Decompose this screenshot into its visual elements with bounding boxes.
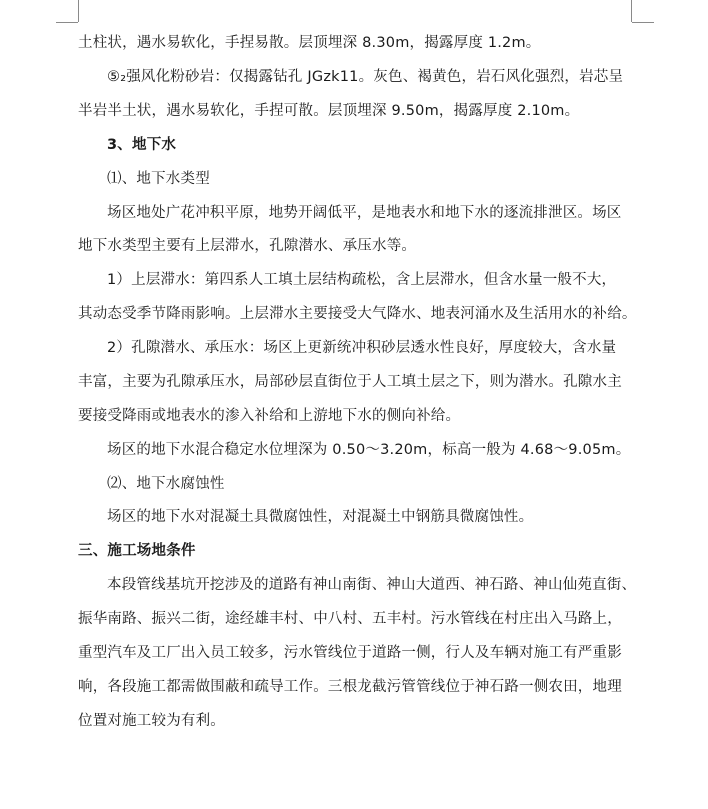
chapter-heading: 三、施工场地条件: [78, 543, 196, 559]
text-line: 位置对施工较为有利。: [78, 713, 225, 729]
text-line: 丰富，主要为孔隙承压水，局部砂层直街位于人工填土层之下，则为潜水。孔隙水主: [78, 374, 622, 390]
text-line: 场区的地下水对混凝土具微腐蚀性，对混凝土中钢筋具微腐蚀性。: [107, 509, 534, 525]
text-line: 场区地处广花冲积平原，地势开阔低平，是地表水和地下水的逐流排泄区。场区: [107, 205, 622, 221]
text-line: 其动态受季节降雨影响。上层滞水主要接受大气降水、地表河涌水及生活用水的补给。: [78, 306, 637, 322]
text-line: 场区的地下水混合稳定水位埋深为 0.50～3.20m，标高一般为 4.68～9.05m。: [107, 442, 631, 458]
text-line: 响，各段施工都需做围蔽和疏导工作。三根龙截污管管线位于神石路一侧农田，地理: [78, 679, 622, 695]
text-line: 本段管线基坑开挖涉及的道路有神山南街、神山大道西、神石路、神山仙苑直街、: [107, 577, 637, 593]
text-line: 2）孔隙潜水、承压水：场区上更新统冲积砂层透水性良好，厚度较大，含水量: [107, 340, 617, 356]
text-line: ⑤₂强风化粉砂岩：仅揭露钻孔 JGzk11。灰色、褐黄色，岩石风化强烈，岩芯呈: [107, 69, 624, 85]
crop-mark-top-left-horizontal: [56, 22, 78, 23]
text-line: 重型汽车及工厂出入员工较多，污水管线位于道路一侧，行人及车辆对施工有严重影: [78, 645, 622, 661]
text-line: 地下水类型主要有上层滞水，孔隙潜水、承压水等。: [78, 238, 417, 254]
text-line: 振华南路、振兴二街，途经雄丰村、中八村、五丰村。污水管线在村庄出入马路上，: [78, 611, 622, 627]
text-line: 土柱状，遇水易软化，手捏易散。层顶埋深 8.30m，揭露厚度 1.2m。: [78, 35, 541, 51]
subsection-heading: ⑵、地下水腐蚀性: [107, 476, 225, 492]
text-line: 要接受降雨或地表水的渗入补给和上游地下水的侧向补给。: [78, 408, 461, 424]
crop-mark-top-right-horizontal: [632, 22, 654, 23]
text-line: 1）上层滞水：第四系人工填土层结构疏松，含上层滞水，但含水量一般不大，: [107, 272, 617, 288]
section-heading: 3、地下水: [107, 137, 177, 153]
crop-mark-top-left-vertical: [78, 0, 79, 22]
crop-mark-top-right-vertical: [631, 0, 632, 22]
subsection-heading: ⑴、地下水类型: [107, 171, 210, 187]
text-line: 半岩半土状，遇水易软化，手捏可散。层顶埋深 9.50m，揭露厚度 2.10m。: [78, 103, 580, 119]
